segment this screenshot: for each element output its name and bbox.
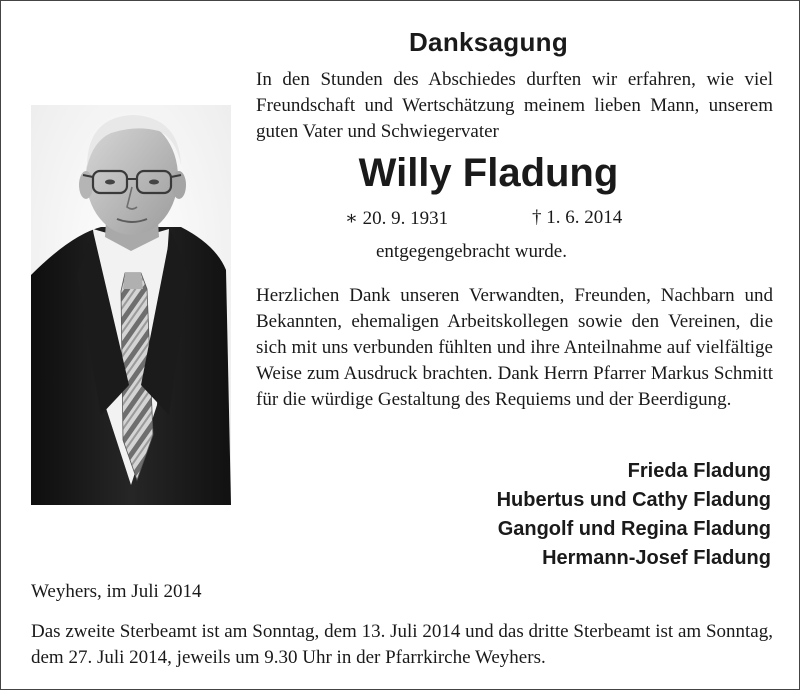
signers-list [497, 457, 771, 573]
intro-paragraph: In den Stunden des Abschiedes durften wir erfahren, wie viel Freundschaft und Wertschätzung meinem lieben Mann, unserem guten Vater und Schwiegervater [256, 69, 773, 142]
closing-phrase: entgegengebracht wurde. [376, 241, 567, 262]
deceased-name: Willy Fladung [358, 151, 619, 195]
place-date: Weyhers, im Juli 2014 [31, 581, 202, 602]
signer-name: Frieda Fladung [627, 460, 771, 482]
death-date: † 1. 6. 2014 [532, 207, 623, 228]
portrait-photo [31, 105, 231, 505]
notice-title: Danksagung [408, 27, 569, 57]
birth-date: ∗ 20. 9. 1931 [345, 208, 449, 229]
signer-name: Hubertus und Cathy Fladung [496, 489, 771, 511]
signer-name: Hermann-Josef Fladung [542, 547, 771, 569]
service-info: Das zweite Sterbeamt ist am Sonntag, dem 13. Juli 2014 und das dritte Sterbeamt ist am Sonntag, dem 27. Juli 2014, jeweils um 9.30 Uhr in der Pfarrkirche Weyhers. [31, 621, 773, 668]
thanks-paragraph: Herzlichen Dank unseren Verwandten, Freunden, Nachbarn und Bekannten, ehemaligen Arbeitskollegen sowie den Vereinen, die sich mit uns verbunden fühlten und ihre Anteilnahme auf vielfältige Weise zum Ausdruck brachten. Dank Herrn Pfarrer Markus Schmitt für die würdige Gestaltung des Requiems und der Beerdigung. [256, 285, 773, 410]
signer-name: Gangolf und Regina Fladung [497, 518, 771, 540]
